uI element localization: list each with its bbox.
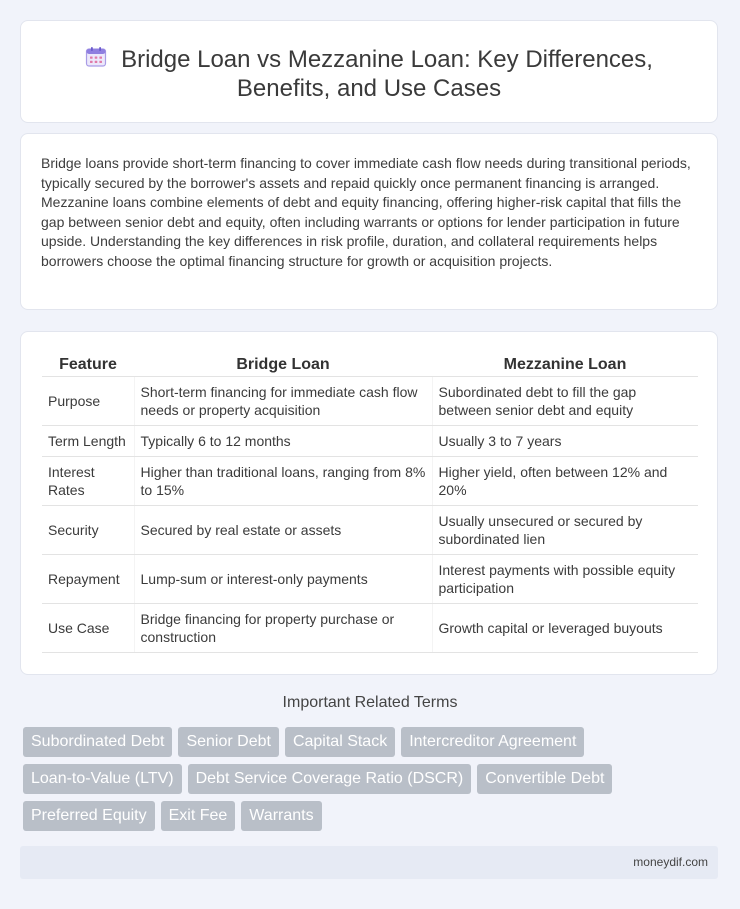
related-terms-heading: Important Related Terms bbox=[282, 694, 458, 711]
cell-bridge-loan: Higher than traditional loans, ranging from 8% to 15% bbox=[134, 457, 432, 506]
table-row bbox=[42, 555, 698, 604]
cell-bridge-loan: Secured by real estate or assets bbox=[134, 506, 432, 555]
footer bbox=[20, 846, 718, 879]
cell-mezzanine-loan: Growth capital or leveraged buyouts bbox=[432, 604, 698, 653]
cell-feature: Purpose bbox=[42, 377, 134, 426]
cell-bridge-loan: Typically 6 to 12 months bbox=[134, 426, 432, 457]
cell-feature: Interest Rates bbox=[42, 457, 134, 506]
tag-exit-fee[interactable]: Exit Fee bbox=[161, 801, 236, 831]
cell-mezzanine-loan: Subordinated debt to fill the gap between senior debt and equity bbox=[432, 377, 698, 426]
table-row bbox=[42, 426, 698, 457]
summary-text: Bridge loans provide short-term financing to cover immediate cash flow needs during transitional periods, typically secured by the borrower's assets and repaid quickly once permanent financing is arranged. Mezzanine loans combine elements of debt and equity financing, offering higher-risk capital that fills the gap between senior debt and equity, often including warrants or options for lender participation in future upside. Understanding the key differences in risk profile, duration, and collateral requirements helps borrowers choose the optimal financing structure for growth or acquisition projects. bbox=[41, 155, 691, 269]
tag-warrants[interactable]: Warrants bbox=[241, 801, 321, 831]
tag-dscr[interactable]: Debt Service Coverage Ratio (DSCR) bbox=[188, 764, 472, 794]
calendar-icon bbox=[85, 46, 107, 68]
cell-bridge-loan: Bridge financing for property purchase or construction bbox=[134, 604, 432, 653]
tag-row bbox=[23, 727, 713, 764]
title-line-1: Bridge Loan vs Mezzanine Loan: Key Differences, bbox=[121, 46, 653, 73]
cell-bridge-loan: Short-term financing for immediate cash flow needs or property acquisition bbox=[134, 377, 432, 426]
comparison-table-card bbox=[20, 331, 718, 675]
footer-site-link[interactable]: moneydif.com bbox=[633, 855, 708, 869]
cell-feature: Term Length bbox=[42, 426, 134, 457]
tag-subordinated-debt[interactable]: Subordinated Debt bbox=[23, 727, 172, 757]
cell-feature: Use Case bbox=[42, 604, 134, 653]
table-row bbox=[42, 457, 698, 506]
tag-row bbox=[23, 801, 713, 838]
header-bridge-loan: Bridge Loan bbox=[134, 352, 432, 377]
summary-card bbox=[20, 133, 718, 310]
tag-capital-stack[interactable]: Capital Stack bbox=[285, 727, 395, 757]
cell-mezzanine-loan: Usually unsecured or secured by subordinated lien bbox=[432, 506, 698, 555]
cell-feature: Security bbox=[42, 506, 134, 555]
cell-bridge-loan: Lump-sum or interest-only payments bbox=[134, 555, 432, 604]
table-row bbox=[42, 604, 698, 653]
tag-row bbox=[23, 764, 713, 801]
related-terms bbox=[23, 727, 713, 838]
cell-feature: Repayment bbox=[42, 555, 134, 604]
tag-preferred-equity[interactable]: Preferred Equity bbox=[23, 801, 155, 831]
title-card bbox=[20, 20, 718, 123]
tag-convertible-debt[interactable]: Convertible Debt bbox=[477, 764, 612, 794]
header-feature: Feature bbox=[42, 352, 134, 377]
page-title bbox=[21, 45, 717, 103]
table-row bbox=[42, 377, 698, 426]
comparison-table bbox=[42, 352, 698, 653]
header-mezzanine-loan: Mezzanine Loan bbox=[432, 352, 698, 377]
tag-loan-to-value[interactable]: Loan-to-Value (LTV) bbox=[23, 764, 182, 794]
cell-mezzanine-loan: Interest payments with possible equity participation bbox=[432, 555, 698, 604]
table-row bbox=[42, 506, 698, 555]
tag-intercreditor-agreement[interactable]: Intercreditor Agreement bbox=[401, 727, 584, 757]
cell-mezzanine-loan: Higher yield, often between 12% and 20% bbox=[432, 457, 698, 506]
cell-mezzanine-loan: Usually 3 to 7 years bbox=[432, 426, 698, 457]
tag-senior-debt[interactable]: Senior Debt bbox=[178, 727, 279, 757]
title-line-2: Benefits, and Use Cases bbox=[236, 75, 502, 102]
table-header-row bbox=[42, 352, 698, 377]
